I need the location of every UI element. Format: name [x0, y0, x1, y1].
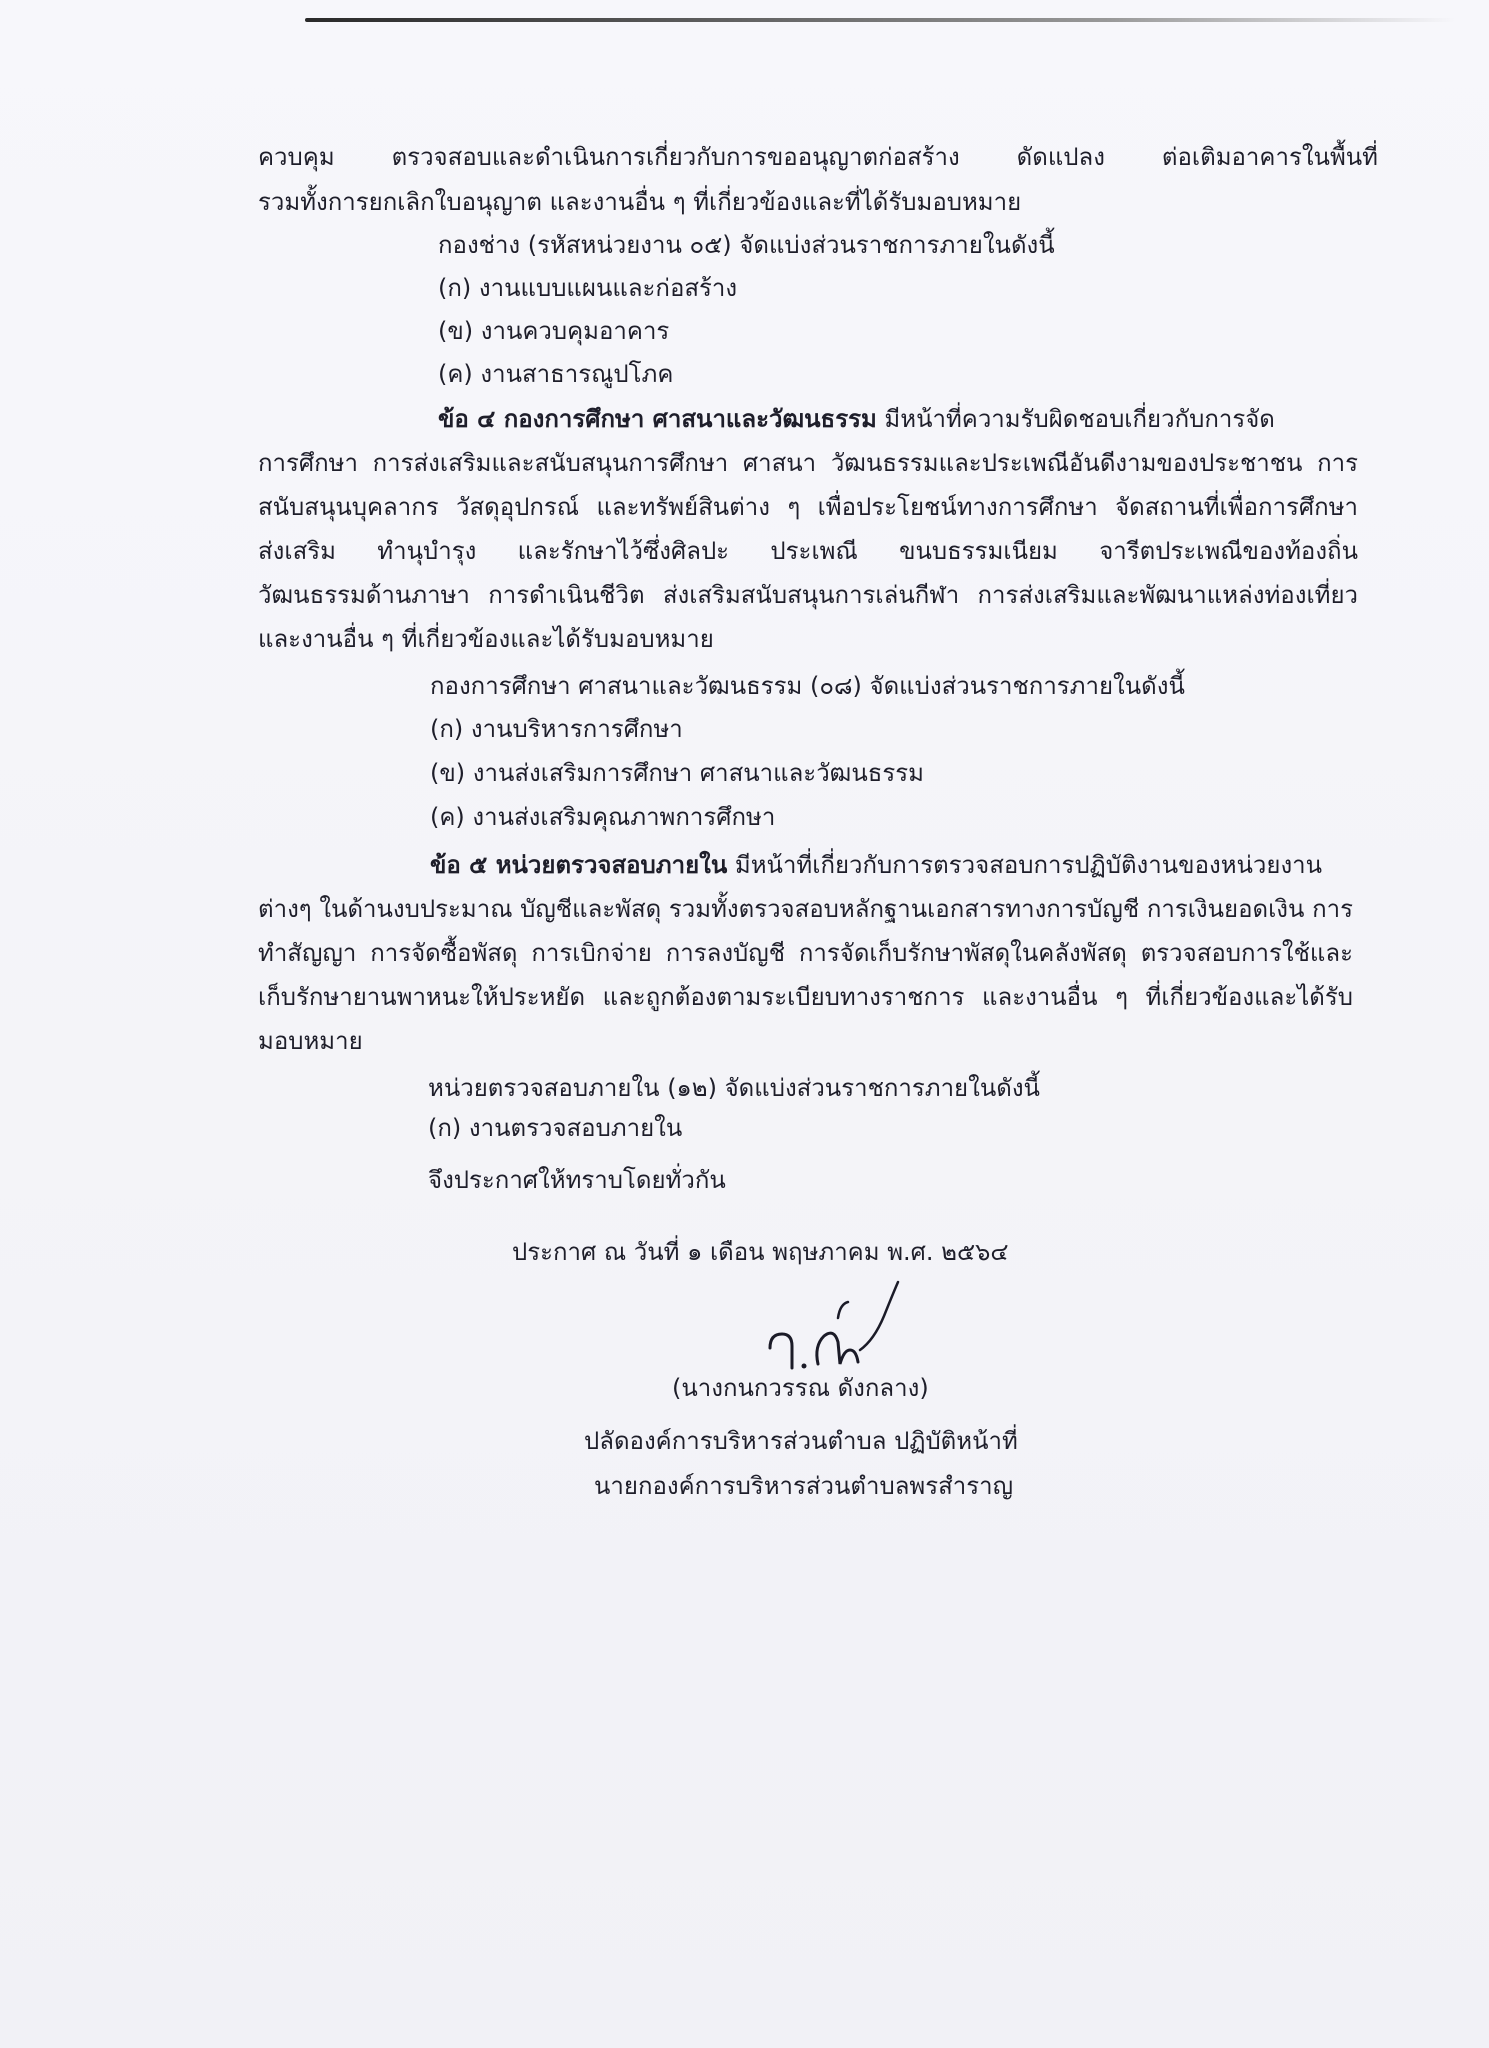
announcement-date: ประกาศ ณ วันที่ ๑ เดือน พฤษภาคม พ.ศ. ๒๕๖๔: [512, 1238, 1009, 1266]
list-item: (ก) งานตรวจสอบภายใน: [428, 1114, 683, 1142]
body-line: ต่างๆ ในด้านงบประมาณ บัญชีและพัสดุ รวมทั้งตรวจสอบหลักฐานเอกสารทางการบัญชี การเงินยอดเงิน การ: [258, 895, 1353, 923]
section-heading: กองการศึกษา ศาสนาและวัฒนธรรม (๐๘) จัดแบ่งส่วนราชการภายในดังนี้: [430, 672, 1185, 700]
body-line: มอบหมาย: [258, 1027, 363, 1055]
body-line: ส่งเสริม ทำนุบำรุง และรักษาไว้ซึ่งศิลปะ ประเพณี ขนบธรรมเนียม จารีตประเพณีของท้องถิ่น: [258, 537, 1358, 565]
list-item: (ข) งานส่งเสริมการศึกษา ศาสนาและวัฒนธรรม: [430, 759, 925, 787]
section-heading: กองช่าง (รหัสหน่วยงาน ๐๕) จัดแบ่งส่วนราชการภายในดังนี้: [438, 231, 1055, 259]
body-line: และงานอื่น ๆ ที่เกี่ยวข้องและได้รับมอบหมาย: [258, 625, 714, 653]
body-line: รวมทั้งการยกเลิกใบอนุญาต และงานอื่น ๆ ที่เกี่ยวข้องและที่ได้รับมอบหมาย: [258, 188, 1022, 216]
body-line: การศึกษา การส่งเสริมและสนับสนุนการศึกษา ศาสนา วัฒนธรรมและประเพณีอันดีงามของประชาชน การ: [258, 449, 1358, 477]
body-line: วัฒนธรรมด้านภาษา การดำเนินชีวิต ส่งเสริมสนับสนุนการเล่นกีฬา การส่งเสริมและพัฒนาแหล่งท่องเที่ยว: [258, 581, 1358, 609]
body-line: ทำสัญญา การจัดซื้อพัสดุ การเบิกจ่าย การลงบัญชี การจัดเก็บรักษาพัสดุในคลังพัสดุ ตรวจสอบการใช้และ: [258, 939, 1353, 967]
list-item: (ก) งานบริหารการศึกษา: [430, 715, 683, 743]
signatory-position: ปลัดองค์การบริหารส่วนตำบล ปฏิบัติหน้าที่: [584, 1427, 1018, 1455]
clause-text: มีหน้าที่เกี่ยวกับการตรวจสอบการปฏิบัติงานของหน่วยงาน: [727, 851, 1323, 879]
clause-heading: [438, 403, 1275, 435]
list-item: (ค) งานสาธารณูปโภค: [438, 360, 674, 388]
list-item: (ค) งานส่งเสริมคุณภาพการศึกษา: [430, 803, 776, 831]
announcement-line: จึงประกาศให้ทราบโดยทั่วกัน: [428, 1166, 726, 1194]
clause-text: มีหน้าที่ความรับผิดชอบเกี่ยวกับการจัด: [876, 405, 1275, 433]
signatory-position: นายกองค์การบริหารส่วนตำบลพรสำราญ: [594, 1472, 1014, 1500]
list-item: (ก) งานแบบแผนและก่อสร้าง: [438, 274, 738, 302]
section-heading: หน่วยตรวจสอบภายใน (๑๒) จัดแบ่งส่วนราชการภายในดังนี้: [428, 1074, 1040, 1102]
clause-title: ข้อ ๕ หน่วยตรวจสอบภายใน: [430, 851, 728, 879]
list-item: (ข) งานควบคุมอาคาร: [438, 317, 670, 345]
clause-title: ข้อ ๔ กองการศึกษา ศาสนาและวัฒนธรรม: [438, 405, 877, 433]
body-line: ควบคุม ตรวจสอบและดำเนินการเกี่ยวกับการขออนุญาตก่อสร้าง ดัดแปลง ต่อเติมอาคารในพื้นที่: [258, 143, 1378, 171]
signatory-name: (นางกนกวรรณ ดังกลาง): [672, 1374, 929, 1402]
body-line: เก็บรักษายานพาหนะให้ประหยัด และถูกต้องตามระเบียบทางราชการ และงานอื่น ๆ ที่เกี่ยวข้องและได้รับ: [258, 983, 1353, 1011]
clause-heading: [430, 849, 1322, 881]
signature-drawing: [760, 1278, 910, 1373]
body-line: สนับสนุนบุคลากร วัสดุอุปกรณ์ และทรัพย์สินต่าง ๆ เพื่อประโยชน์ทางการศึกษา จัดสถานที่เพื่อการศึกษา: [258, 493, 1358, 521]
scan-edge-mark: [305, 18, 1455, 22]
handwritten-signature: [760, 1278, 910, 1373]
